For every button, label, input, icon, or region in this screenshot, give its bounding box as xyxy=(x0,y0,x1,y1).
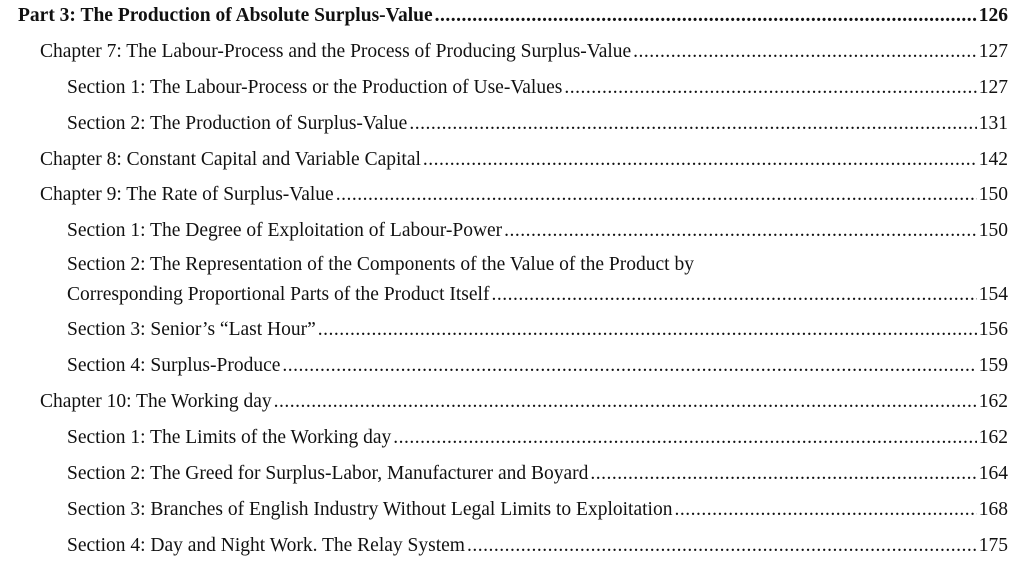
dot-leader xyxy=(318,316,977,343)
toc-entry[interactable] xyxy=(67,424,1008,451)
dot-leader xyxy=(393,424,976,451)
toc-entry-title: Section 4: Surplus-Produce xyxy=(67,355,281,376)
toc-entry-page-number: 175 xyxy=(978,535,1008,556)
toc-entry-row xyxy=(40,146,1008,173)
dot-leader xyxy=(274,388,977,415)
toc-entry-title: Corresponding Proportional Parts of the Product Itself xyxy=(67,284,490,305)
toc-entry[interactable] xyxy=(40,38,1008,65)
toc-entry-page-number: 162 xyxy=(978,391,1008,412)
toc-entry-title: Section 1: The Limits of the Working day xyxy=(67,427,392,448)
toc-entry-row xyxy=(67,217,1008,244)
toc-entry-title: Section 4: Day and Night Work. The Relay System xyxy=(67,535,465,556)
toc-entry[interactable] xyxy=(40,388,1008,415)
dot-leader xyxy=(336,181,977,208)
toc-entry-page-number: 162 xyxy=(978,427,1008,448)
dot-leader xyxy=(504,217,977,244)
toc-entry-row xyxy=(67,496,1008,523)
toc-entry[interactable] xyxy=(18,2,1008,29)
toc-entry-title: Chapter 7: The Labour-Process and the Process of Producing Surplus-Value xyxy=(40,41,632,62)
toc-entry-row xyxy=(40,388,1008,415)
dot-leader xyxy=(491,281,976,308)
toc-entry-row xyxy=(67,74,1008,101)
toc-entry-page-number: 156 xyxy=(978,319,1008,340)
toc-entry-title: Section 1: The Degree of Exploitation of Labour-Power xyxy=(67,220,503,241)
dot-leader xyxy=(435,2,977,29)
toc-entry-page-number: 131 xyxy=(978,113,1008,134)
toc-entry-title: Chapter 9: The Rate of Surplus-Value xyxy=(40,184,334,205)
dot-leader xyxy=(409,110,976,137)
toc-entry-title: Section 3: Senior’s “Last Hour” xyxy=(67,319,316,340)
toc-entry-title: Section 2: The Greed for Surplus-Labor, Manufacturer and Boyard xyxy=(67,463,589,484)
dot-leader xyxy=(633,38,977,65)
toc-entry[interactable] xyxy=(67,496,1008,523)
toc-entry-title-line1: Section 2: The Representation of the Components of the Value of the Product by xyxy=(67,254,694,275)
toc-entry-row xyxy=(40,181,1008,208)
toc-entry-page-number: 150 xyxy=(978,220,1008,241)
toc-entry[interactable] xyxy=(67,74,1008,101)
toc-entry-page-number: 142 xyxy=(978,149,1008,170)
toc-entry-title: Chapter 10: The Working day xyxy=(40,391,272,412)
toc-entry[interactable] xyxy=(67,352,1008,379)
toc-entry-page-number: 154 xyxy=(978,284,1008,305)
dot-leader xyxy=(282,352,976,379)
toc-entry-page-number: 126 xyxy=(978,5,1008,26)
toc-entry[interactable] xyxy=(40,181,1008,208)
toc-entry-page-number: 127 xyxy=(978,41,1008,62)
toc-entry-page-number: 168 xyxy=(978,499,1008,520)
toc-entry-page-number: 164 xyxy=(978,463,1008,484)
toc-entry[interactable] xyxy=(40,146,1008,173)
toc-entry[interactable] xyxy=(67,251,1008,311)
toc-entry-page-number: 159 xyxy=(978,355,1008,376)
dot-leader xyxy=(590,460,976,487)
dot-leader xyxy=(674,496,976,523)
toc-entry-row xyxy=(67,460,1008,487)
toc-entry-row xyxy=(67,532,1008,559)
toc-entry-row xyxy=(67,352,1008,379)
toc-entry-row xyxy=(67,316,1008,343)
toc-entry-row xyxy=(67,424,1008,451)
toc-entry-row xyxy=(67,281,1008,308)
toc-entry-title: Section 1: The Labour-Process or the Production of Use-Values xyxy=(67,77,563,98)
toc-entry-row xyxy=(18,2,1008,29)
toc-entry[interactable] xyxy=(67,460,1008,487)
toc-entry[interactable] xyxy=(67,532,1008,559)
toc-entry-row xyxy=(67,110,1008,137)
toc-entry[interactable] xyxy=(67,217,1008,244)
toc-entry-title: Chapter 8: Constant Capital and Variable Capital xyxy=(40,149,421,170)
toc-entry[interactable] xyxy=(67,110,1008,137)
dot-leader xyxy=(467,532,977,559)
toc-entry-page-number: 127 xyxy=(978,77,1008,98)
toc-entry-page-number: 150 xyxy=(978,184,1008,205)
toc-entry-title: Section 2: The Production of Surplus-Value xyxy=(67,113,408,134)
toc-entry-title: Part 3: The Production of Absolute Surplus-Value xyxy=(18,5,433,26)
dot-leader xyxy=(423,146,977,173)
toc-entry-row xyxy=(40,38,1008,65)
toc-entry[interactable] xyxy=(67,316,1008,343)
toc-entry-title: Section 3: Branches of English Industry Without Legal Limits to Exploitation xyxy=(67,499,673,520)
dot-leader xyxy=(564,74,976,101)
